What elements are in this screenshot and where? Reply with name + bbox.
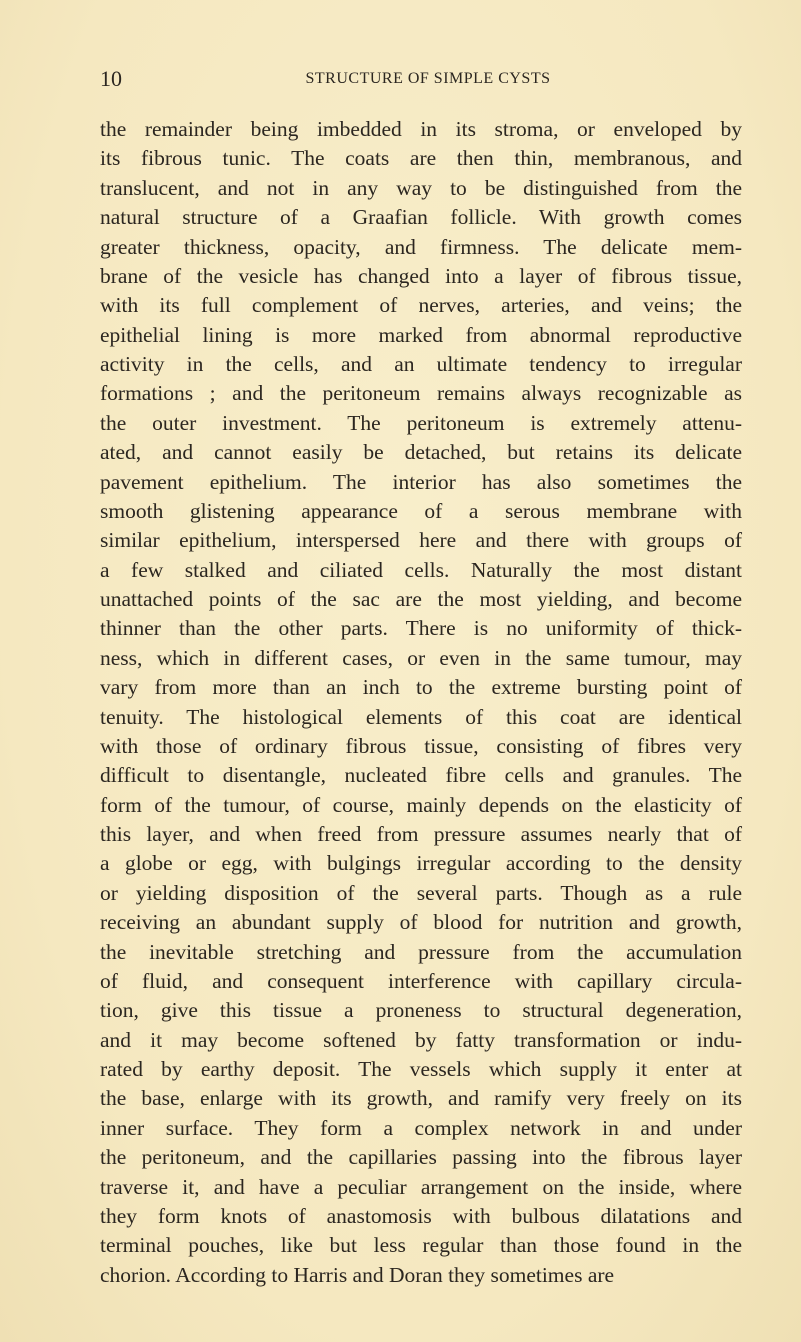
text-line: tion, give this tissue a proneness to structural degeneration, [100, 998, 742, 1023]
text-line: receiving an abundant supply of blood for nutrition and growth, [100, 910, 742, 935]
text-line: thinner than the other parts. There is no uniformity of thick- [100, 616, 742, 641]
text-line: similar epithelium, interspersed here and there with groups of [100, 528, 742, 553]
text-line: smooth glistening appearance of a serous membrane with [100, 498, 742, 523]
text-line: greater thickness, opacity, and firmness. The delicate mem- [100, 234, 742, 259]
text-line: its fibrous tunic. The coats are then thin, membranous, and [100, 146, 742, 171]
text-line: a globe or egg, with bulgings irregular according to the density [100, 851, 742, 876]
text-line: the inevitable stretching and pressure from the accumulation [100, 939, 742, 964]
text-line: with those of ordinary fibrous tissue, consisting of fibres very [100, 733, 742, 758]
text-line: unattached points of the sac are the most yielding, and become [100, 587, 742, 611]
text-line: the peritoneum, and the capillaries passing into the fibrous layer [100, 1145, 742, 1170]
text-line: tenuity. The histological elements of this coat are identical [100, 704, 742, 729]
text-line: and it may become softened by fatty transformation or indu- [100, 1027, 742, 1052]
page-number: 10 [100, 66, 122, 91]
text-line: inner surface. They form a complex network in and under [100, 1115, 742, 1140]
text-line: ness, which in different cases, or even in the same tumour, may [100, 645, 742, 670]
text-line: or yielding disposition of the several parts. Though as a rule [100, 880, 742, 905]
text-line: vary from more than an inch to the extreme bursting point of [100, 675, 742, 700]
text-line: brane of the vesicle has changed into a layer of fibrous tissue, [100, 263, 742, 288]
text-line: translucent, and not in any way to be distinguished from the [100, 175, 742, 200]
text-line: activity in the cells, and an ultimate tendency to irregular [100, 352, 742, 376]
text-line: terminal pouches, like but less regular than those found in the [100, 1233, 742, 1258]
text-line: pavement epithelium. The interior has also sometimes the [100, 469, 742, 494]
body-text [100, 115, 742, 1290]
text-line: with its full complement of nerves, arteries, and veins; the [100, 293, 742, 318]
text-line: ated, and cannot easily be detached, but retains its delicate [100, 440, 742, 465]
text-line: form of the tumour, of course, mainly depends on the elasticity of [100, 792, 742, 817]
page-header [100, 66, 742, 96]
text-line: a few stalked and ciliated cells. Naturally the most distant [100, 557, 742, 582]
text-line: rated by earthy deposit. The vessels which supply it enter at [100, 1057, 742, 1081]
text-line: the base, enlarge with its growth, and ramify very freely on its [100, 1086, 742, 1111]
text-line: difficult to disentangle, nucleated fibre cells and granules. The [100, 763, 742, 788]
text-line: this layer, and when freed from pressure assumes nearly that of [100, 822, 742, 846]
running-title: STRUCTURE OF SIMPLE CYSTS [305, 70, 551, 87]
text-line: the outer investment. The peritoneum is extremely attenu- [100, 410, 742, 435]
text-line: the remainder being imbedded in its stroma, or enveloped by [100, 117, 742, 141]
text-line: traverse it, and have a peculiar arrangement on the inside, where [100, 1174, 742, 1199]
text-line: chorion. According to Harris and Doran they sometimes are [100, 1262, 615, 1287]
text-line: they form knots of anastomosis with bulbous dilatations and [100, 1203, 742, 1228]
text-line: formations ; and the peritoneum remains always recognizable as [100, 381, 742, 406]
text-line: natural structure of a Graafian follicle. With growth comes [100, 205, 742, 230]
text-line: epithelial lining is more marked from abnormal reproductive [100, 322, 742, 347]
text-line: of fluid, and consequent interference with capillary circula- [100, 968, 742, 993]
